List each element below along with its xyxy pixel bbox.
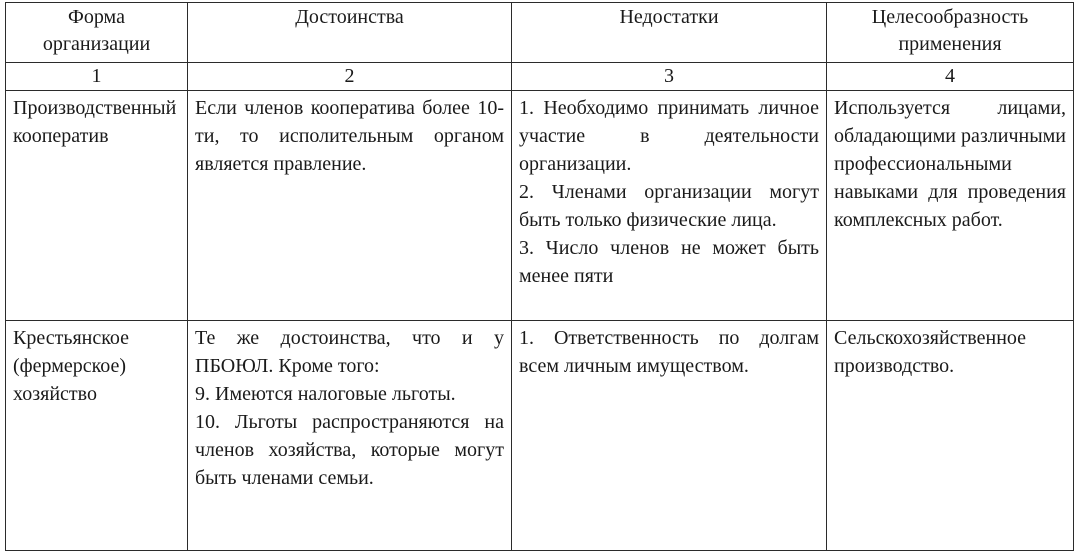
- column-number-cell: 2: [188, 63, 512, 91]
- advantage-item: 10. Льготы распространяются на членов хозяйства, которые могут быть членами семьи.: [195, 411, 504, 489]
- applicability-text: Сельскохозяйственное производство.: [834, 327, 1027, 377]
- disadvantage-item: 1. Ответственность по долгам всем личным имуществом.: [519, 327, 819, 377]
- header-cell-form: [6, 3, 188, 63]
- column-number-cell: 4: [827, 63, 1074, 91]
- advantage-item: Если членов кооператива более 10-ти, то исполительным органом является правление.: [195, 97, 504, 175]
- header-advantages-label: Достоинства: [295, 6, 404, 28]
- disadvantage-item: 1. Необходимо принимать личное участие в деятельности организации.: [519, 97, 819, 175]
- disadvantage-item: 3. Число членов не может быть менее пяти: [519, 237, 819, 287]
- disadvantages-cell: [512, 321, 827, 551]
- header-cell-disadvantages: [512, 3, 827, 63]
- form-cell: [6, 321, 188, 551]
- advantage-item: Те же достоинства, что и у ПБОЮЛ. Кроме того:: [195, 327, 504, 377]
- advantages-cell: [188, 91, 512, 321]
- column-number-cell: 1: [6, 63, 188, 91]
- disadvantages-cell: [512, 91, 827, 321]
- advantages-cell: [188, 321, 512, 551]
- advantage-item: 9. Имеются налоговые льготы.: [195, 383, 456, 405]
- disadvantage-item: 2. Членами организации могут быть только физические лица.: [519, 181, 819, 231]
- table-row: [6, 91, 1074, 321]
- column-number-row: [6, 63, 1074, 91]
- form-cell: [6, 91, 188, 321]
- form-text: Производственный кооператив: [13, 97, 177, 147]
- column-number-cell: 3: [512, 63, 827, 91]
- header-applicability-label: Целесообразность применения: [871, 6, 1029, 55]
- header-cell-applicability: [827, 3, 1074, 63]
- header-disadvantages-label: Недостатки: [619, 6, 719, 28]
- organization-forms-table: [5, 2, 1074, 551]
- applicability-cell: [827, 321, 1074, 551]
- form-text: Крестьянское (фермерское) хозяйство: [13, 327, 130, 405]
- applicability-text: Используется лицами, обладающими различными профессиональными навыками для проведения комплексных работ.: [834, 97, 1067, 231]
- applicability-cell: [827, 91, 1074, 321]
- table-header-row: [6, 3, 1074, 63]
- header-form-label: Форма организации: [42, 6, 151, 55]
- table-row: [6, 321, 1074, 551]
- header-cell-advantages: [188, 3, 512, 63]
